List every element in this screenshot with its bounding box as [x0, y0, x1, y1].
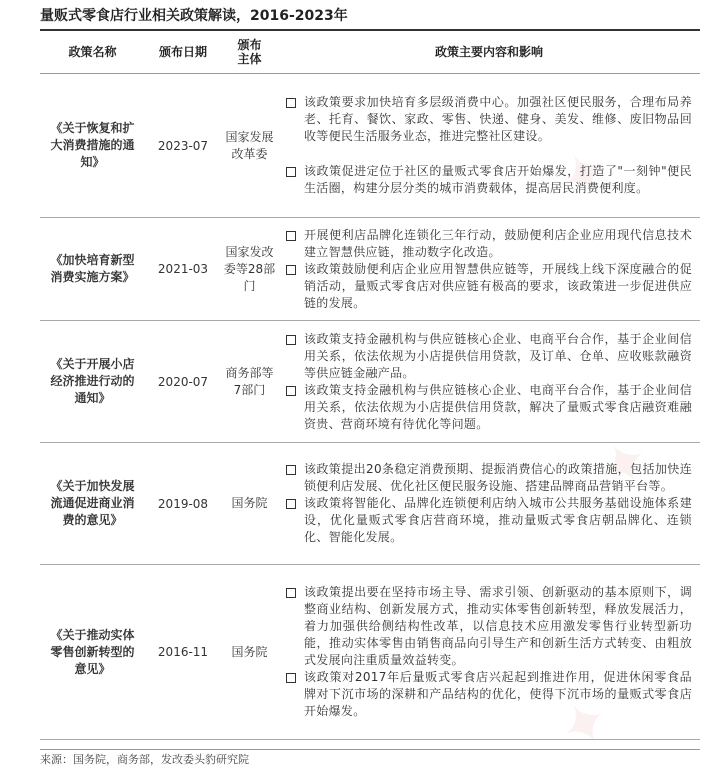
policy-content — [278, 218, 700, 321]
content-point-text: 该政策提出要在坚持市场主导、需求引领、创新驱动的基本原则下，调整商业结构、创新发展方式，推动实体零售创新转型，释放发展活力，着力加强供给侧结构性改革，以信息技术应用激发零售行业转型新功能，推动实体零售由销售商品向引导生产和创新生活方式转变、由粗放式发展向注重质量效益转变。 — [304, 585, 692, 667]
table-row — [40, 443, 700, 565]
issuer: 国家发改委等28部门 — [221, 218, 278, 321]
content-point-text: 该政策提出20条稳定消费预期、提振消费信心的政策措施，包括加快连锁便利店发展、优化社区便民服务设施、搭建品牌商品营销平台等。 — [304, 462, 692, 493]
source-note: 来源：国务院，商务部，发改委头豹研究院 — [40, 749, 700, 770]
policy-content — [278, 321, 700, 443]
content-point-text: 该政策要求加快培育多层级消费中心。加强社区便民服务，合理布局养老、托育、餐饮、家政、零售、快递、健身、美发、维修、废旧物品回收等便民生活服务业态，推进完整社区建设。 — [304, 95, 692, 143]
issuer: 商务部等7部门 — [221, 321, 278, 443]
content-point-text: 该政策支持金融机构与供应链核心企业、电商平台合作，基于企业间信用关系，依法依规为小店提供信用贷款，及订单、仓单、应收账款融资等供应链金融产品。 — [304, 331, 692, 380]
issue-date: 2020-07 — [145, 321, 221, 443]
page-title: 量贩式零食店行业相关政策解读，2016-2023年 — [40, 5, 700, 31]
watermark-icon: ✦ — [545, 682, 625, 768]
issue-date: 2021-03 — [145, 218, 221, 321]
content-point-text: 该政策支持金融机构与供应链核心企业、电商平台合作，基于企业间信用关系，依法依规为小店提供信用贷款，解决了量贩式零食店融资难融资贵、营商环境有待优化等问题。 — [304, 382, 692, 431]
content-point — [284, 461, 692, 495]
checkbox-bullet-icon — [286, 386, 296, 396]
content-point — [284, 331, 692, 382]
policy-content — [278, 74, 700, 218]
content-point — [284, 669, 692, 720]
content-point-text: 该政策鼓励便利店企业应用智慧供应链等，开展线上线下深度融合的促销活动，量贩式零食店对供应链有极高的要求，该政策进一步促进供应链的发展。 — [304, 261, 692, 310]
checkbox-bullet-icon — [286, 465, 296, 475]
header-issue-date: 颁布日期 — [145, 31, 221, 74]
policy-name: 《加快培育新型消费实施方案》 — [40, 218, 145, 321]
watermark-icon: ✦ — [585, 422, 665, 508]
watermark-icon: ✦ — [545, 132, 625, 218]
checkbox-bullet-icon — [286, 167, 296, 177]
content-point-text: 该政策促进定位于社区的量贩式零食店开始爆发，打造了"一刻钟"便民生活圈，构建分层分类的城市消费载体，提高居民消费便利度。 — [304, 164, 692, 195]
table-row — [40, 218, 700, 321]
issue-date: 2016-11 — [145, 565, 221, 740]
policy-name: 《关于推动实体零售创新转型的意见》 — [40, 565, 145, 740]
table-row — [40, 74, 700, 218]
content-point — [284, 261, 692, 312]
policy-content — [278, 565, 700, 740]
table-row — [40, 565, 700, 740]
content-point-text: 该政策对2017年后量贩式零食店兴起起到推进作用，促进休闲零食品牌对下沉市场的深耕和产品结构的优化，使得下沉市场的量贩式零食店开始爆发。 — [304, 670, 692, 718]
content-point-text: 开展便利店品牌化连锁化三年行动，鼓励便利店企业应用现代信息技术建立智慧供应链，推动数字化改造。 — [304, 227, 692, 259]
content-point — [284, 163, 692, 197]
content-point — [284, 94, 692, 145]
policy-name: 《关于加快发展流通促进商业消费的意见》 — [40, 443, 145, 565]
issue-date: 2023-07 — [145, 74, 221, 218]
policy-name: 《关于开展小店经济推进行动的通知》 — [40, 321, 145, 443]
checkbox-bullet-icon — [286, 673, 296, 683]
checkbox-bullet-icon — [286, 265, 296, 275]
issuer: 国务院 — [221, 443, 278, 565]
checkbox-bullet-icon — [286, 98, 296, 108]
header-content: 政策主要内容和影响 — [278, 31, 700, 74]
content-point — [284, 495, 692, 546]
issuer: 国务院 — [221, 565, 278, 740]
checkbox-bullet-icon — [286, 335, 296, 345]
content-point — [284, 382, 692, 433]
policy-table — [40, 31, 700, 740]
content-point — [284, 227, 692, 261]
policy-name: 《关于恢复和扩大消费措施的通知》 — [40, 74, 145, 218]
header-issuer: 颁布主体 — [221, 31, 278, 74]
issuer: 国家发展改革委 — [221, 74, 278, 218]
policy-content — [278, 443, 700, 565]
table-row — [40, 321, 700, 443]
checkbox-bullet-icon — [286, 231, 296, 241]
table-header-row — [40, 31, 700, 74]
content-point — [284, 584, 692, 669]
checkbox-bullet-icon — [286, 499, 296, 509]
issue-date: 2019-08 — [145, 443, 221, 565]
header-policy-name: 政策名称 — [40, 31, 145, 74]
checkbox-bullet-icon — [286, 588, 296, 598]
content-point-text: 该政策将智能化、品牌化连锁便利店纳入城市公共服务基础设施体系建设，优化量贩式零食店营商环境，推动量贩式零食店朝品牌化、连锁化、智能化发展。 — [304, 496, 692, 544]
